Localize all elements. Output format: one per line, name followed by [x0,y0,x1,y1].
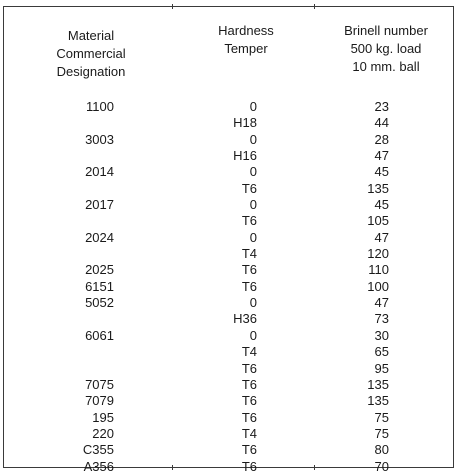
temper-cell: T4 [241,344,257,360]
top-column-tick [314,4,315,9]
material-cell: 195 [92,409,114,425]
brinell-cell: 75 [374,425,389,441]
temper-cell: 0 [249,327,257,343]
table-row [4,279,455,295]
temper-cell: T6 [241,458,257,474]
header-material-line: Material [67,28,115,43]
table-row [4,99,455,115]
material-cell: 220 [92,425,114,441]
brinell-cell: 45 [374,164,389,180]
header-hardness [200,22,292,58]
table-row [4,262,455,278]
temper-cell: T6 [241,376,257,392]
brinell-cell: 135 [367,393,389,409]
material-cell: 2025 [85,262,114,278]
temper-cell: 0 [249,131,257,147]
temper-cell: T6 [241,262,257,278]
temper-cell: 0 [249,295,257,311]
table-row [4,393,455,409]
temper-cell: T4 [241,425,257,441]
header-hardness-line: Temper [224,41,268,56]
material-cell: 7075 [85,376,114,392]
table-row [4,213,455,229]
header-material-line: Designation [56,64,126,79]
table-row [4,426,455,442]
temper-cell: H16 [233,148,257,164]
material-cell: 2024 [85,229,114,245]
temper-cell: H36 [233,311,257,327]
brinell-cell: 23 [374,99,389,114]
brinell-cell: 95 [374,360,389,376]
brinell-cell: 110 [368,262,389,278]
material-cell: 2014 [85,164,114,180]
temper-cell: T4 [241,246,257,262]
brinell-cell: 73 [374,311,389,327]
material-cell: 1100 [86,99,114,114]
material-cell: 5052 [85,295,114,311]
table-row [4,295,455,311]
temper-cell: T6 [241,360,257,376]
header-material [44,27,138,81]
brinell-cell: 105 [367,213,389,229]
brinell-cell: 100 [367,278,389,294]
table-row [4,459,455,475]
table-row [4,344,455,360]
material-cell: 3003 [85,131,114,147]
brinell-cell: 30 [374,327,389,343]
temper-cell: 0 [249,197,257,213]
header-brinell-line: 500 kg. load [350,41,422,56]
header-brinell-line: 10 mm. ball [352,59,420,74]
brinell-cell: 135 [367,376,389,392]
material-cell: 2017 [85,197,114,213]
table-row [4,197,455,213]
table-row [4,410,455,426]
table-row [4,442,455,458]
material-cell: 7079 [85,393,114,409]
temper-cell: T6 [241,409,257,425]
brinell-cell: 44 [374,115,389,131]
header-brinell-line: Brinell number [344,23,428,38]
brinell-cell: 47 [374,229,389,245]
hardness-table [3,6,454,474]
material-cell: A356 [83,458,114,474]
brinell-cell: 47 [374,148,389,164]
table-row [4,246,455,262]
temper-cell: H18 [233,115,257,131]
table-row [4,311,455,327]
temper-cell: 0 [249,229,257,245]
header-hardness-line: Hardness [218,23,274,38]
table-row [4,115,455,131]
table-body [4,99,455,475]
temper-cell: T6 [241,213,257,229]
brinell-cell: 65 [374,344,389,360]
temper-cell: 0 [249,99,257,114]
material-cell: C355 [82,442,114,458]
brinell-cell: 70 [374,458,389,474]
brinell-cell: 47 [374,295,389,311]
brinell-cell: 45 [374,197,389,213]
table-row [4,361,455,377]
temper-cell: T6 [241,442,257,458]
top-column-tick [172,4,173,9]
brinell-cell: 135 [367,180,389,196]
table-row [4,148,455,164]
temper-cell: T6 [241,278,257,294]
brinell-cell: 120 [367,246,389,262]
table-row [4,164,455,180]
brinell-cell: 75 [374,409,389,425]
table-row [4,181,455,197]
table-row [4,230,455,246]
header-brinell [330,22,442,76]
temper-cell: T6 [241,180,257,196]
material-cell: 6151 [85,278,114,294]
header-material-line: Commercial [56,46,126,61]
table-row [4,328,455,344]
material-cell: 6061 [85,327,114,343]
table-row [4,377,455,393]
table-row [4,132,455,148]
temper-cell: T6 [241,393,257,409]
temper-cell: 0 [249,164,257,180]
brinell-cell: 80 [374,442,389,458]
brinell-cell: 28 [374,131,389,147]
